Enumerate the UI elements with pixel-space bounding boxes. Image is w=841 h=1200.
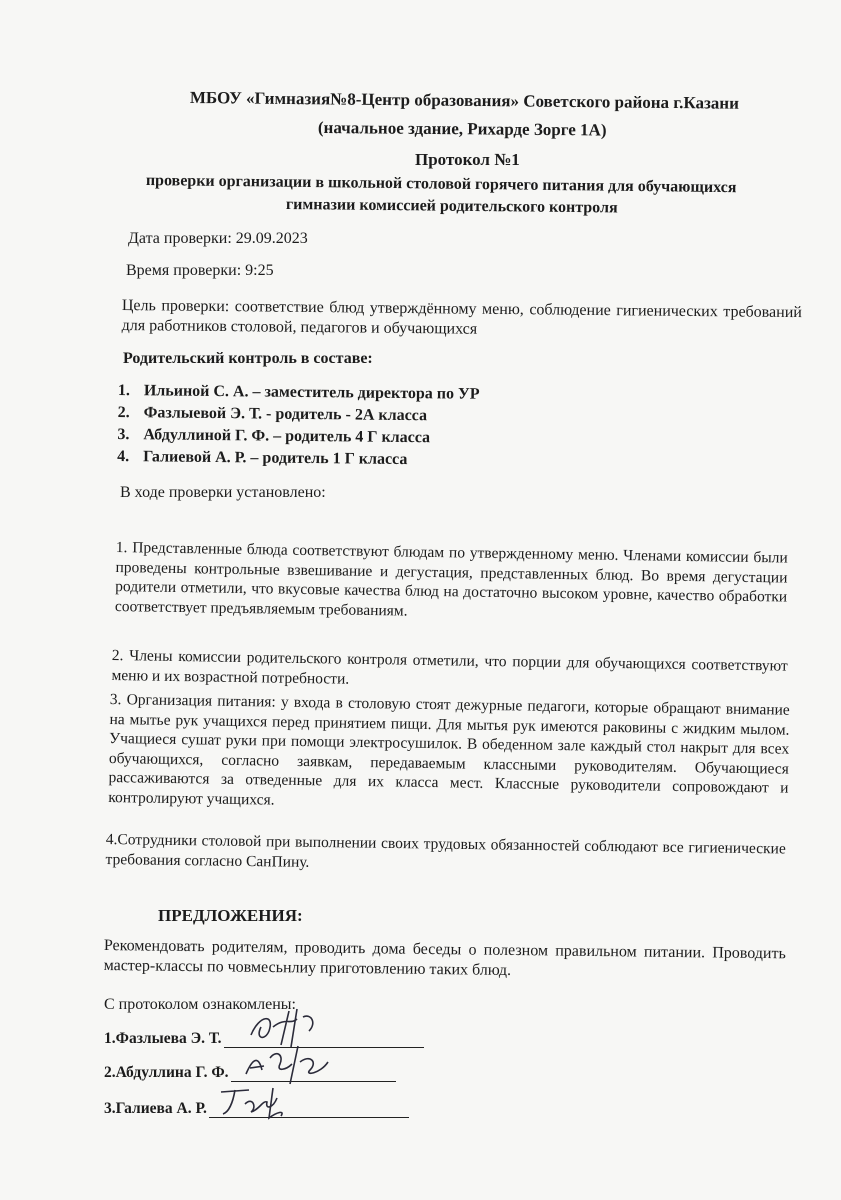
proposals-text: Рекомендовать родителям, проводить дома беседы о полезном правильном питании. Проводить мастер-классы по човмесьнлиу приготовлению таких блюд. [103,936,786,979]
finding-4: 4.Сотрудники столовой при выполнении своих трудовых обязанностей соблюдают все гигиенические требования согласно СанПину. [105,830,786,871]
committee-members [117,380,480,472]
committee-member: 4. Галиевой А. Р. – родитель 1 Г класса [117,447,408,469]
committee-title: Родительский контроль в составе: [123,350,373,367]
finding-2: 2. Члены комиссии родительского контроля отметили, что порции для обучающихся соответствуют меню и их возрастной потребности. [111,646,788,688]
inspection-date: Дата проверки: 29.09.2023 [128,230,308,247]
committee-member: 1. Ильиной С. А. – заместитель директора по УР [117,381,480,403]
finding-1: 1. Представленные блюда соответствуют блюдам по утвержденному меню. Членами комиссии были проведены контрольные взвешивание и дегустация, представленных блюд. Во время дегустации родители отметили, что вкусовые качества блюд на достаточно высоком уровне, качество обработки соответствует предъявляемым требованиям. [114,538,788,620]
signer-row: 1.Фазлыева Э. Т. [104,1030,424,1048]
inspection-goal: Цель проверки: соответствие блюд утверждённому меню, соблюдение гигиенических требований для работников столовой, педагогов и обучающихся [121,296,802,338]
finding-3: 3. Организация питания: у входа в столовую стоят дежурные педагоги, которые обращают внимание на мытье рук учащихся перед принятием пищи. Для мытья рук имеются раковины с жидким мылом. Учащиеся сушат руки при помощи электросушилок. В обеденном зале каждый стол накрыт для всех обучающихся, согласно заявкам, передаваемым классными руководителям. Обучающиеся рассаживаются за отведенные для их класса мест. Классные руководители сопровождают и контролируют учащихся. [108,690,790,809]
building-address: (начальное здание, Рихарде Зорге 1А) [317,118,607,140]
committee-member: 2. Фазлыевой Э. Т. - родитель - 2А класса [117,403,428,425]
proposals-title: ПРЕДЛОЖЕНИЯ: [158,906,303,925]
protocol-subject-line-2: гимназии комиссией родительского контроля [285,196,618,217]
school-name: МБОУ «Гимназия№8-Центр образования» Советского района г.Казани [189,88,740,113]
committee-member: 3. Абдуллиной Г. Ф. – родитель 4 Г класса [117,425,431,447]
findings-intro: В ходе проверки установлено: [120,484,326,501]
signature-galieva [215,1082,295,1122]
signer-row: 2.Абдуллина Г. Ф. [104,1064,396,1082]
protocol-title: Протокол №1 [415,150,520,169]
acknowledgement-title: С протоколом ознакомлены: [104,996,296,1013]
inspection-time: Время проверки: 9:25 [126,262,274,279]
protocol-subject-line-1: проверки организации в школьной столовой горячего питания для обучающихся [145,172,737,197]
signer-row: 3.Галиева А. Р. [104,1100,409,1118]
